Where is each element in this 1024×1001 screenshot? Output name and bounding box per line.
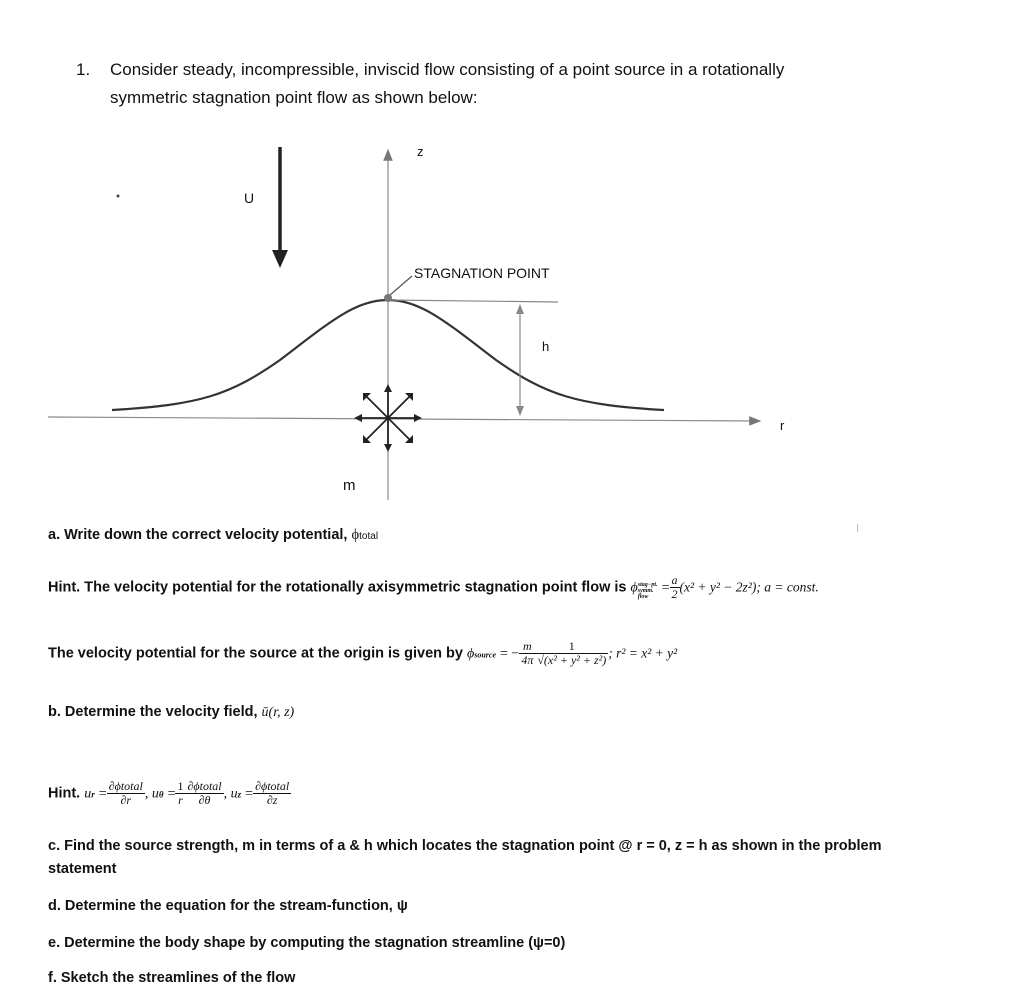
part-c-line1: c. Find the source strength, m in terms of a & h which locates the stagnation point @ r = 0, z = h as shown in the problem (48, 838, 882, 854)
hint-b-d3: $\frac{\text{∂ϕtotal}}{\partial z}$ (255, 779, 290, 807)
part-a-symbol: ϕ (351, 527, 360, 543)
hint-a (48, 574, 819, 601)
part-b-text: b. Determine the velocity field, (48, 704, 262, 720)
hint-a-frac: $\frac{a}{2}$ (671, 573, 678, 601)
hint-b-eq2: = (167, 786, 176, 802)
part-d: d. Determine the equation for the stream-function, ψ (48, 898, 408, 914)
hint-a-expr: (x² + y² − 2z²); a = const. (679, 579, 819, 595)
stagnation-level-line (388, 300, 558, 302)
hint-b-ur: u (84, 786, 92, 802)
hint-b-ur-sub: r (91, 789, 95, 800)
source-frac1: $\frac{m}{4\pi}$ (521, 639, 534, 667)
hint-b-eq1: = (98, 786, 107, 802)
hint-b-eq3: = (245, 786, 254, 802)
hint-b-uz: , u (223, 786, 238, 802)
u-label: U (244, 190, 255, 206)
problem-number: 1. (76, 60, 91, 79)
stray-dot (117, 195, 120, 198)
problem-statement-line2: symmetric stagnation point flow as shown below: (110, 88, 478, 107)
hint-b-utheta: , u (144, 786, 159, 802)
hint-b-word: Hint. (48, 785, 81, 802)
hint-a-subscript-stack: stag−pt. symm. flow (637, 582, 658, 600)
part-b-math: ū(r, z) (261, 705, 295, 720)
source-eq: = − (500, 646, 520, 662)
hint-b-utheta-sub: θ (158, 789, 164, 800)
flow-diagram (0, 130, 1024, 500)
stagnation-leader-line (390, 276, 412, 295)
stagnation-point-label: STAGNATION POINT (414, 265, 550, 281)
source-frac2: $\frac{1}{\text{√(x² + y² + z²)}}$ (537, 639, 607, 667)
source-symbol: ϕ (466, 646, 475, 662)
part-c-line2: statement (48, 861, 117, 877)
hint-b-d2-pre: $\frac{1}{r}$ (177, 779, 184, 807)
hint-a-symbol: ϕ (630, 580, 638, 596)
stray-mark (857, 524, 858, 532)
source-tail: ; r² = x² + y² (608, 645, 678, 661)
hint-a-eq: = (661, 580, 670, 596)
problem-statement-line1: Consider steady, incompressible, inviscid flow consisting of a point source in a rotationally (110, 60, 785, 79)
part-a (48, 527, 378, 544)
h-label: h (542, 339, 550, 354)
part-e: e. Determine the body shape by computing the stagnation streamline (ψ=0) (48, 935, 566, 951)
hint-a-text: Hint. The velocity potential for the rotationally axisymmetric stagnation point flow is (48, 579, 631, 596)
part-b (48, 704, 294, 721)
hint-b-d1: $\frac{\text{∂ϕtotal}}{\partial r}$ (108, 779, 143, 807)
r-axis-label: r (780, 418, 785, 433)
part-a-subscript: total (359, 531, 379, 542)
hint-b-uz-sub: z (237, 789, 242, 800)
m-source-label: m (343, 477, 356, 494)
stagnation-point-dot (384, 294, 392, 302)
part-f: f. Sketch the streamlines of the flow (48, 970, 296, 986)
source-text: The velocity potential for the source at the origin is given by (48, 645, 467, 662)
source-subscript: source (474, 650, 496, 660)
source-potential-line (48, 640, 677, 667)
hint-b-d2: $\frac{\text{∂ϕtotal}}{\partial\theta}$ (187, 779, 222, 807)
part-a-text: a. Write down the correct velocity potential, (48, 527, 352, 543)
z-axis-label: z (417, 144, 424, 159)
hint-b (48, 780, 291, 807)
